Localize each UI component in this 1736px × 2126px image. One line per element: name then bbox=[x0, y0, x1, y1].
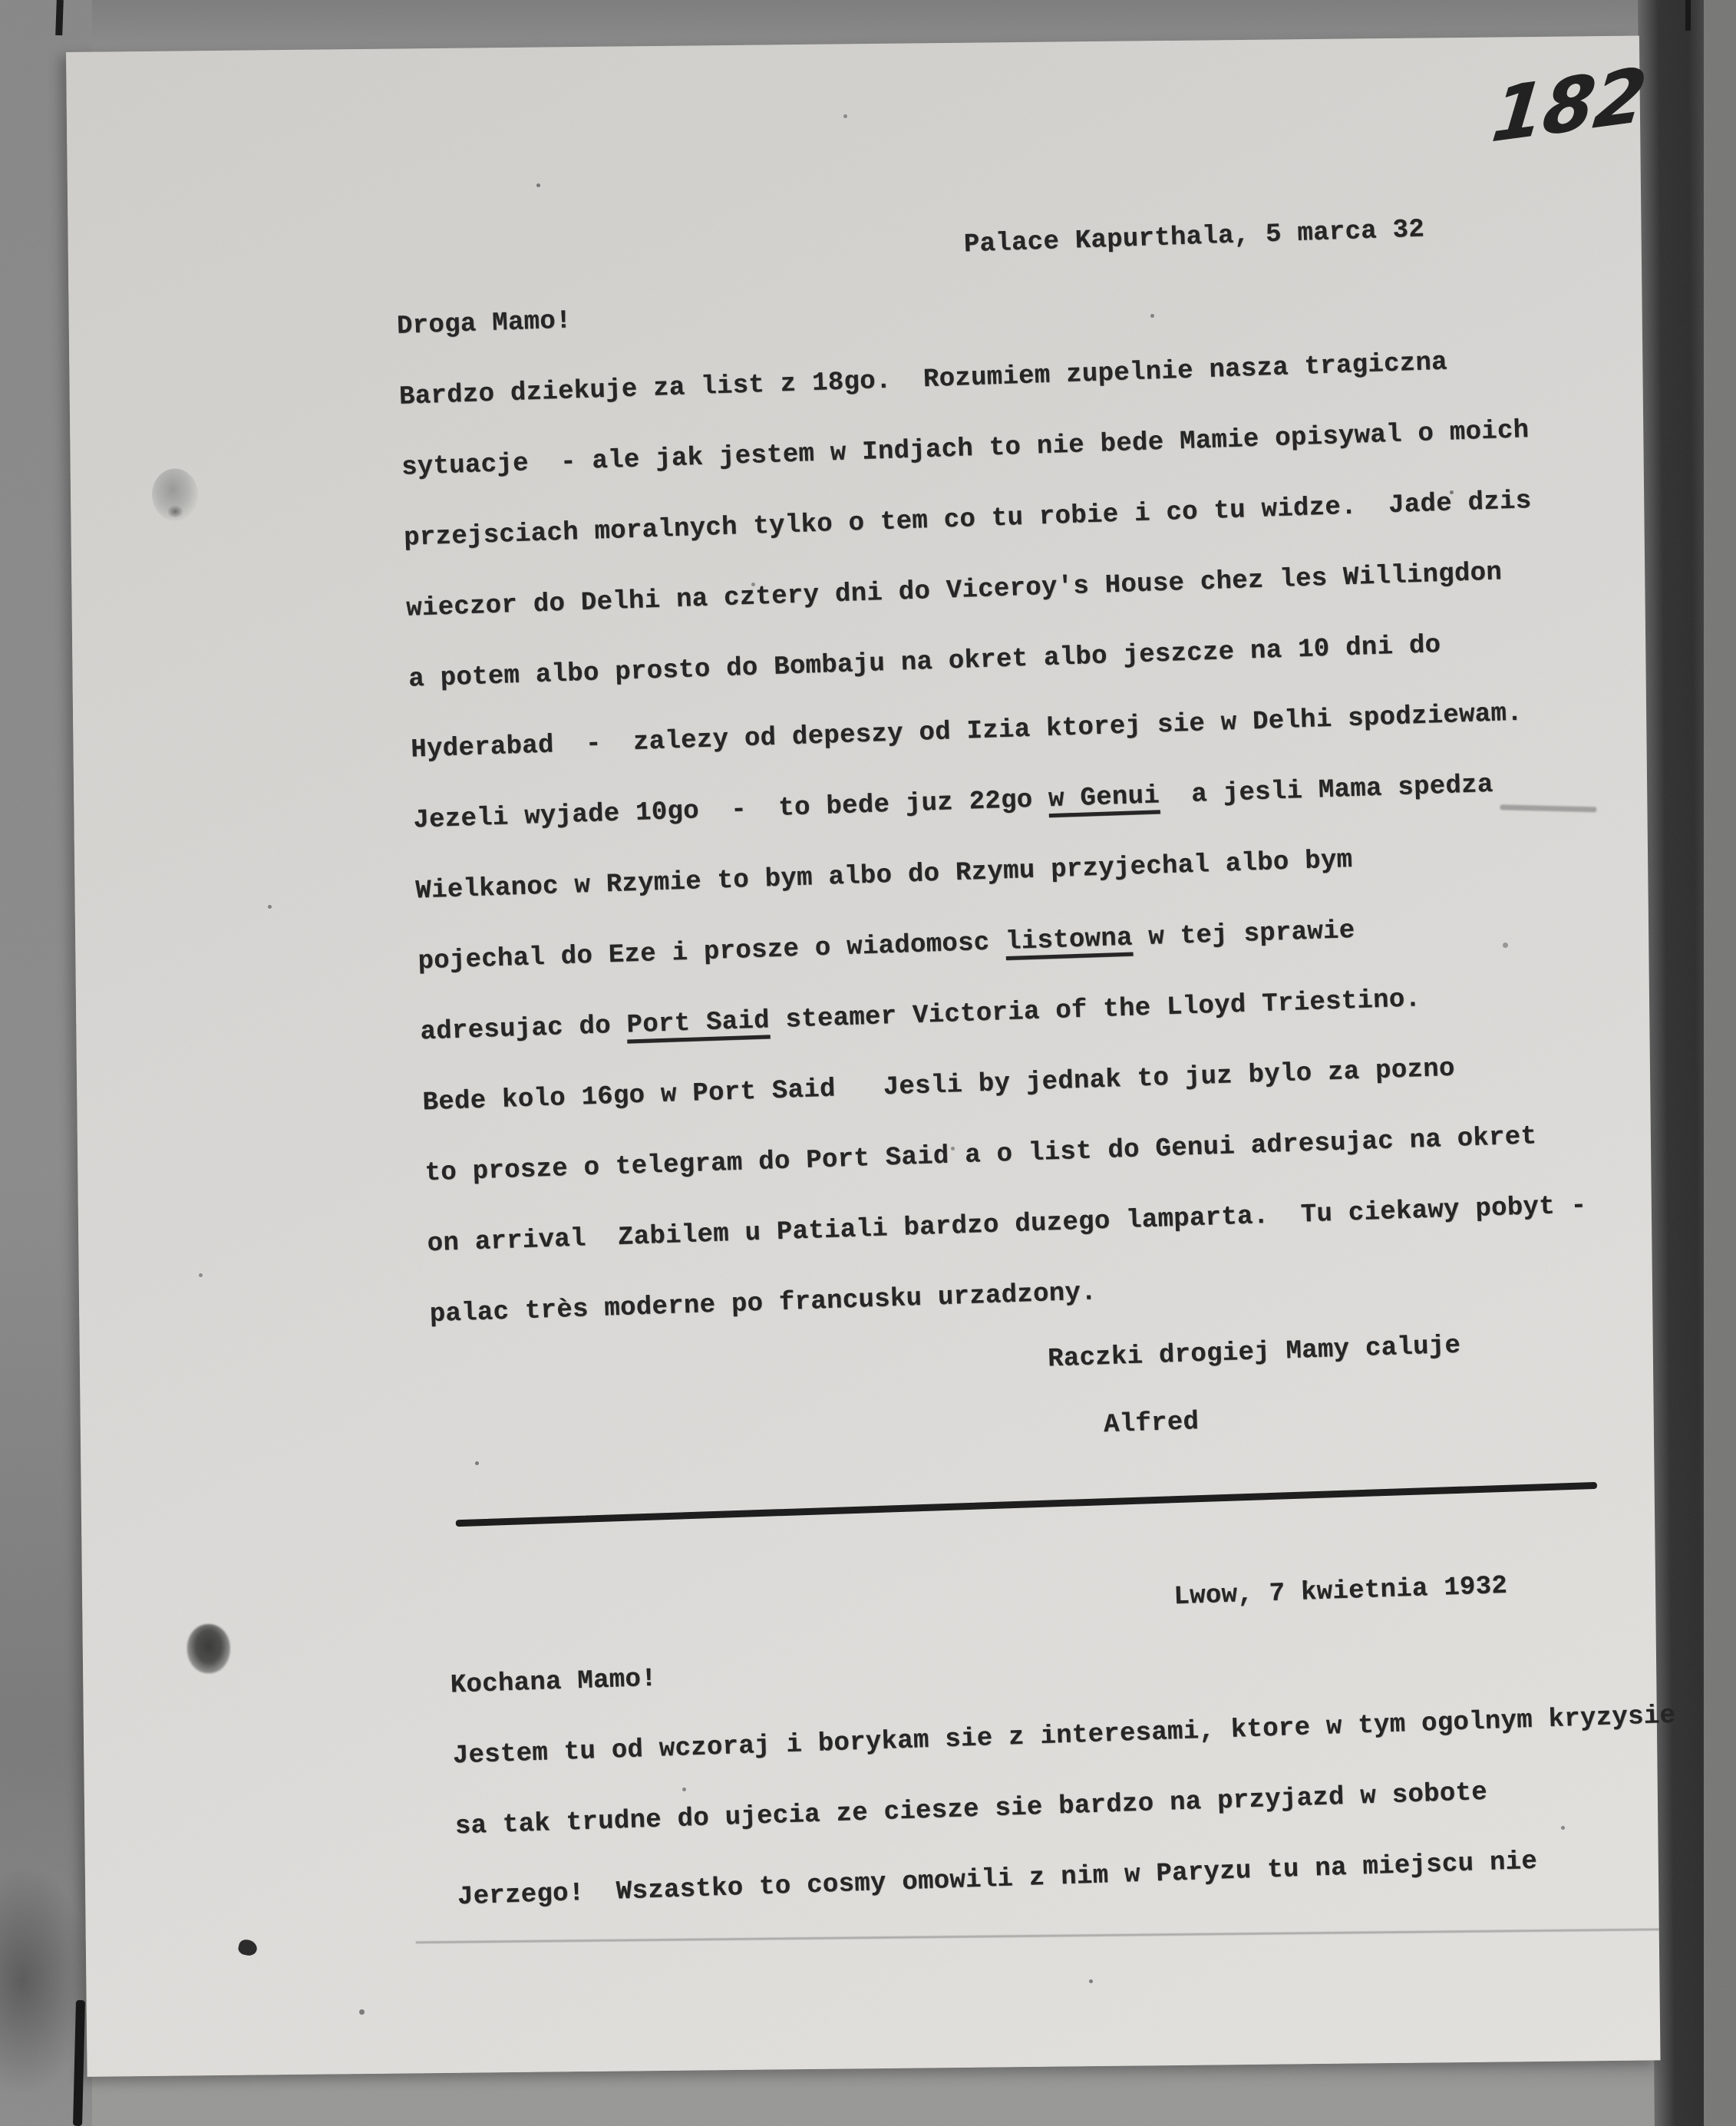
underlined-text: listowna bbox=[1005, 923, 1134, 958]
edge-mark bbox=[1685, 0, 1691, 31]
typed-text: w tej sprawie bbox=[1132, 916, 1356, 953]
dust-specks bbox=[0, 0, 2, 2]
letter1-body bbox=[396, 253, 1590, 1350]
letter1-dateline: Palace Kapurthala, 5 marca 32 bbox=[963, 215, 1425, 260]
typed-text: steamer Victoria of the Lloyd Triestino. bbox=[769, 985, 1421, 1036]
edge-mark bbox=[55, 0, 64, 35]
page-number: 182 bbox=[1487, 51, 1651, 160]
letter1-closing: Raczki drogiej Mamy caluje bbox=[1047, 1331, 1461, 1375]
typed-text: przejsciach moralnych tylko o tem co tu robie i co tu widze. Jade dzis bbox=[403, 487, 1533, 553]
typed-text: palac très moderne po francusku urzadzony. bbox=[429, 1278, 1097, 1330]
typed-text: a jesli Mama spedza bbox=[1159, 770, 1494, 811]
typed-text: Wielkanoc w Rzymie to bym albo do Rzymu przyjechal albo bym bbox=[414, 846, 1353, 906]
typed-text: Bardzo dziekuje za list z 18go. Rozumiem zupelnie nasza tragiczna bbox=[398, 348, 1448, 412]
underlined-text: w Genui bbox=[1048, 781, 1160, 815]
typed-text: sytuacje - ale jak jestem w Indjach to nie bede Mamie opisywal o moich bbox=[401, 416, 1530, 483]
typed-text: to prosze o telegram do Port Said a o list do Genui adresujac na okret bbox=[424, 1122, 1537, 1189]
paper-sheet bbox=[66, 36, 1676, 2077]
letter2-dateline: Lwow, 7 kwietnia 1932 bbox=[1173, 1571, 1508, 1613]
underlined-text: Port Said bbox=[625, 1006, 771, 1041]
gutter-outer-strip bbox=[1704, 0, 1736, 2126]
typed-text: on arrival Zabilem u Patiali bardzo duzego lamparta. Tu ciekawy pobyt - bbox=[427, 1191, 1587, 1259]
typed-text: wieczor do Delhi na cztery dni do Viceroy's House chez les Willingdon bbox=[405, 558, 1503, 624]
typed-text: Hyderabad - zalezy od depeszy od Izia ktorej sie w Delhi spodziewam. bbox=[410, 698, 1523, 765]
typed-text: a potem albo prosto do Bombaju na okret albo jeszcze na 10 dni do bbox=[408, 631, 1441, 695]
letter1-signature: Alfred bbox=[1103, 1408, 1200, 1441]
typed-text: Jestem tu od wczoraj i borykam sie z interesami, ktore w tym ogolnym kryzysie bbox=[452, 1701, 1676, 1771]
typed-text: Kochana Mamo! bbox=[450, 1664, 658, 1701]
typed-text: sa tak trudne do ujecia ze ciesze sie bardzo na przyjazd w sobote bbox=[454, 1778, 1488, 1842]
divider-line bbox=[456, 1482, 1597, 1527]
typed-text: pojechal do Eze i prosze o wiadomosc bbox=[417, 928, 1006, 977]
typed-text: Bede kolo 16go w Port Said Jesli by jednak to juz bylo za pozno bbox=[422, 1054, 1456, 1118]
typed-text: adresujac do bbox=[419, 1011, 628, 1048]
typed-text-layer bbox=[66, 0, 1705, 2076]
typed-text: Jerzego! Wszastko to cosmy omowili z nim w Paryzu tu na miejscu nie bbox=[457, 1847, 1538, 1913]
letter2-body bbox=[449, 1610, 1681, 1933]
typed-text: Jezeli wyjade 10go - to bede juz 22go bbox=[412, 785, 1049, 836]
typed-text: Droga Mamo! bbox=[396, 306, 573, 342]
